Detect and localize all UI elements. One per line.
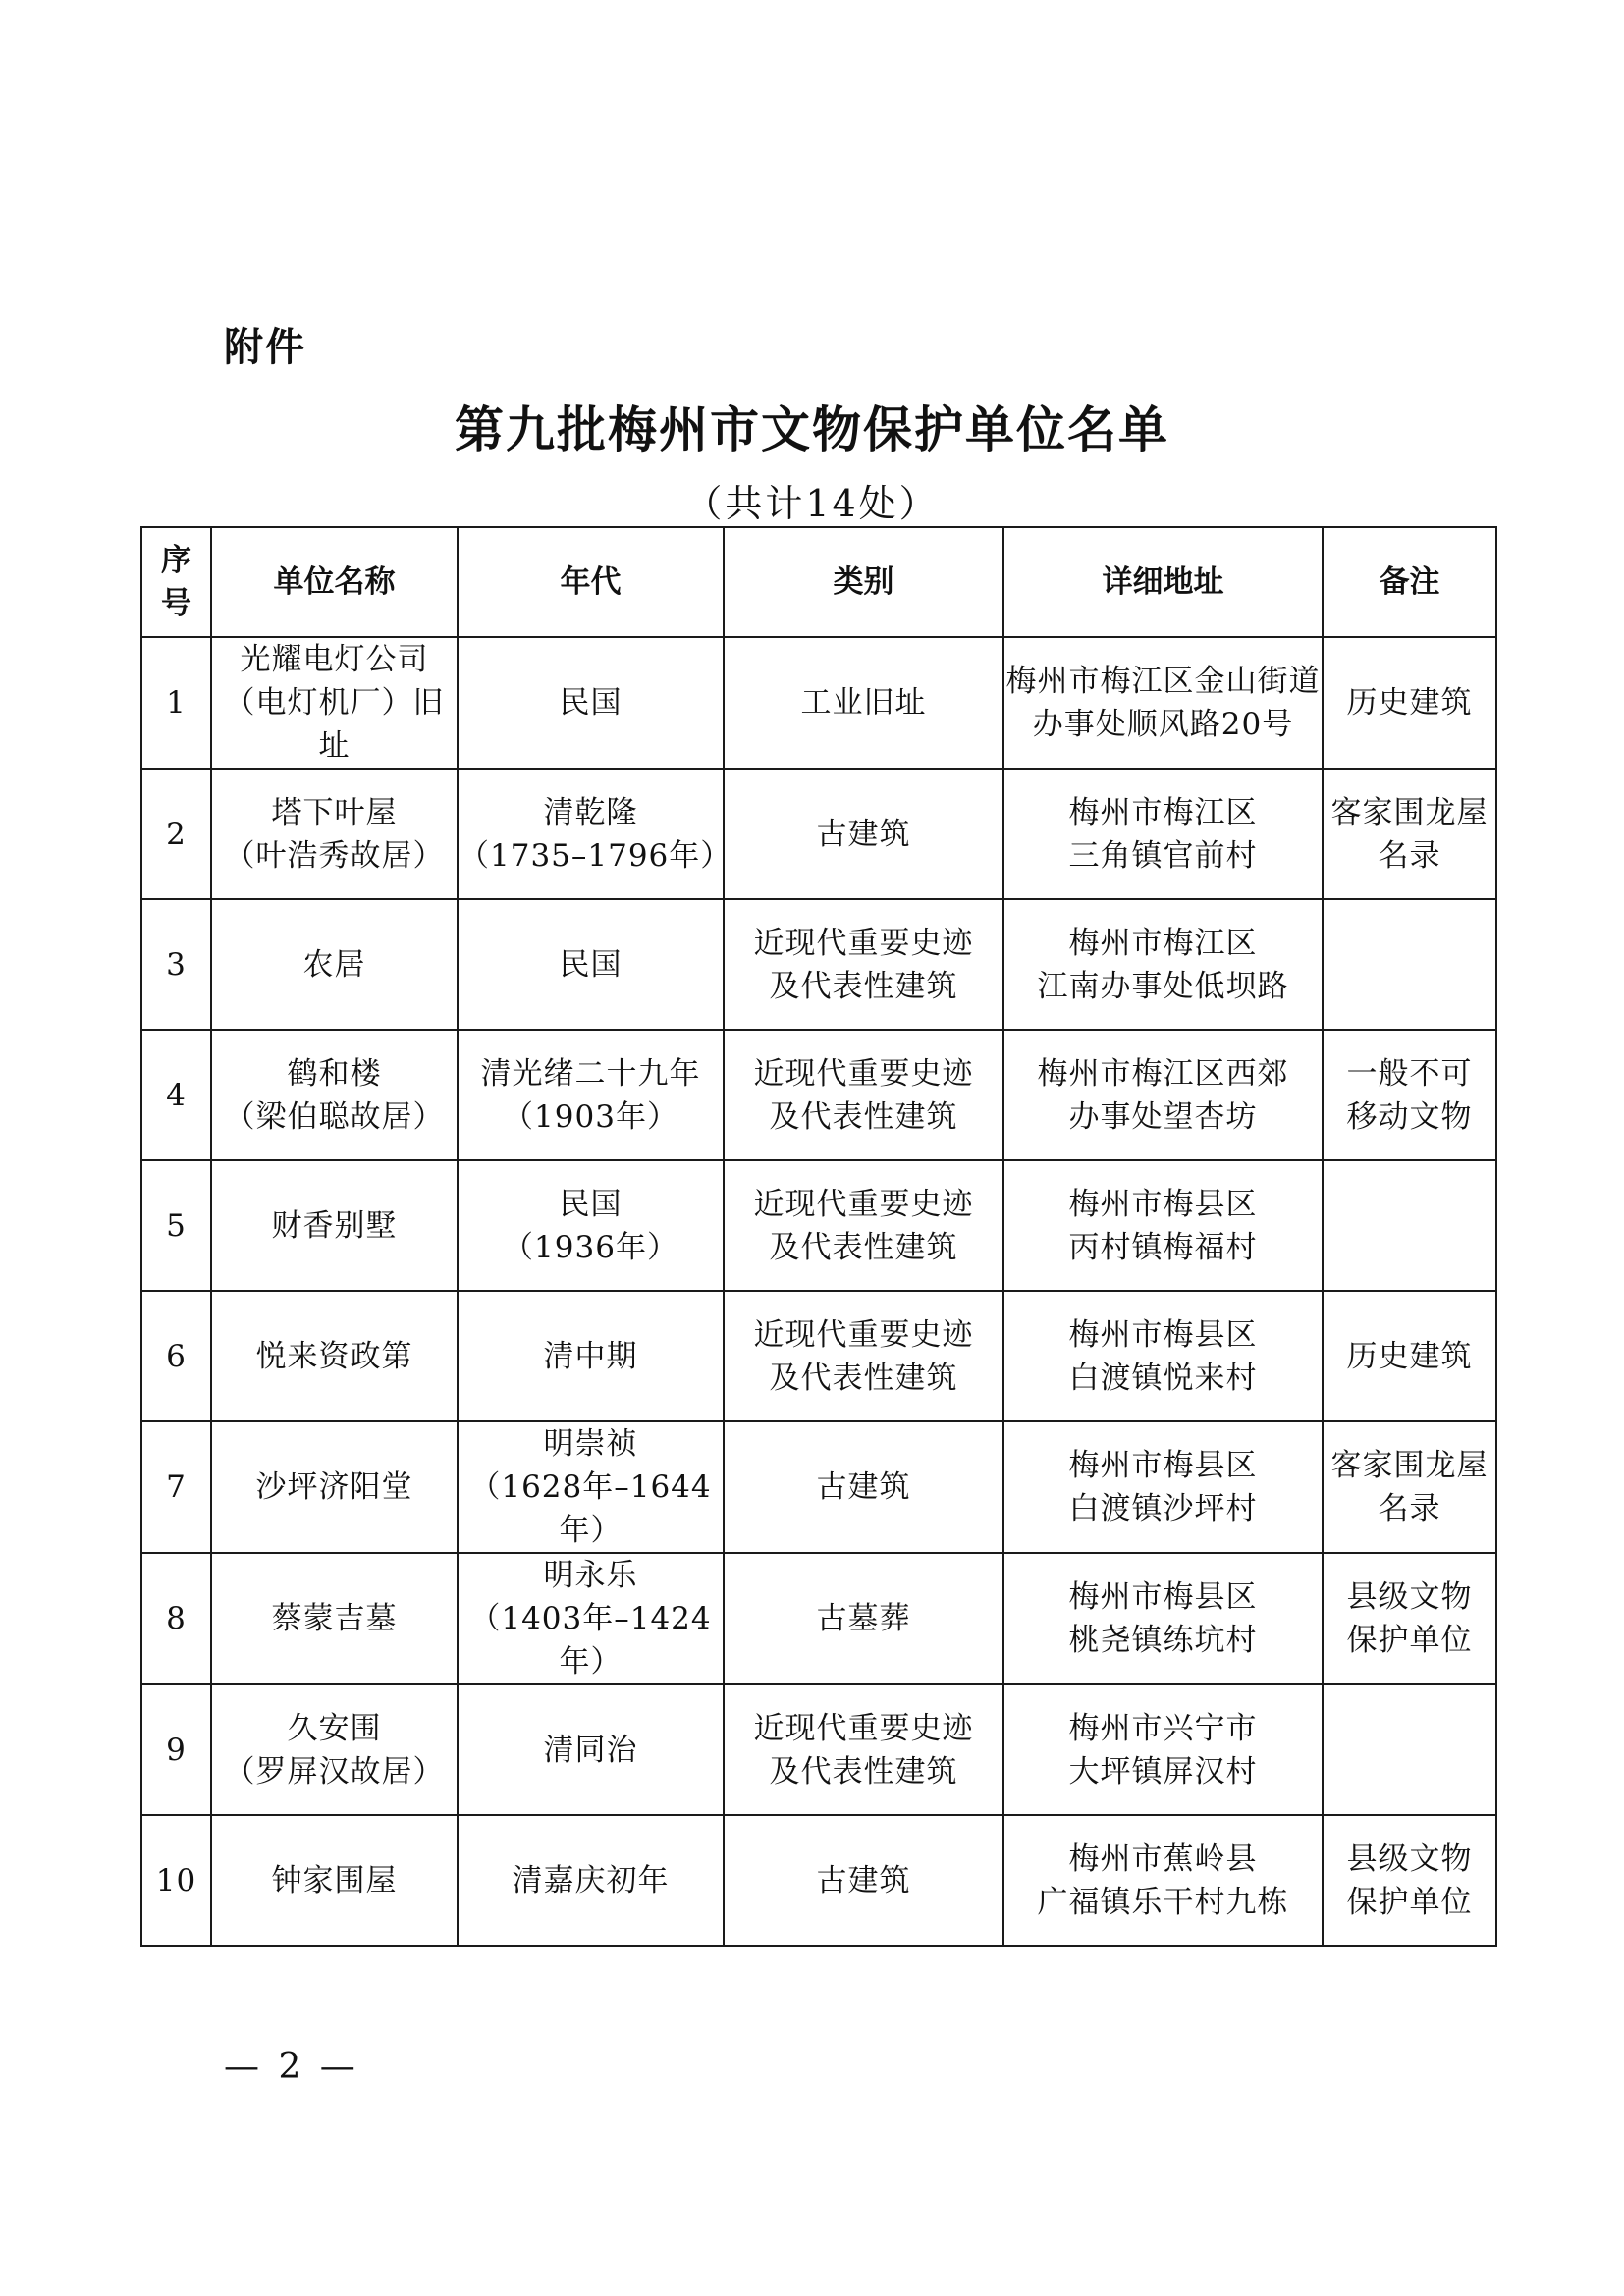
cell-unit-name-line: 财香别墅 <box>271 1207 398 1244</box>
cell-note <box>1323 1030 1496 1160</box>
cell-seq-no <box>141 637 211 769</box>
cell-note-line: 历史建筑 <box>1346 685 1473 721</box>
cell-seq-no-line: 8 <box>166 1601 187 1636</box>
cell-unit-name <box>211 1160 458 1291</box>
cell-address-line: 白渡镇悦来村 <box>1068 1360 1258 1396</box>
cell-note <box>1323 1291 1496 1421</box>
cell-seq-no-line: 6 <box>166 1338 187 1374</box>
cell-category-line: 及代表性建筑 <box>769 1229 958 1265</box>
cell-address-line: 江南办事处低坝路 <box>1037 968 1289 1004</box>
cell-era <box>458 1030 724 1160</box>
cell-unit-name-line: 沙坪济阳堂 <box>255 1469 413 1505</box>
cell-address-line: 白渡镇沙坪村 <box>1068 1491 1258 1526</box>
cell-seq-no-line: 5 <box>166 1207 187 1244</box>
cell-category-line: 工业旧址 <box>800 685 927 721</box>
cell-address-line: 梅州市梅县区 <box>1068 1316 1258 1353</box>
cell-era-line: （1403年–1424年） <box>469 1601 712 1680</box>
cell-seq-no <box>141 1684 211 1815</box>
cell-address <box>1003 1030 1323 1160</box>
cell-seq-no-line: 9 <box>166 1732 187 1768</box>
cell-address-line: 大坪镇屏汉村 <box>1068 1753 1258 1789</box>
cell-era-line: 民国 <box>559 946 623 983</box>
cell-era-line: 明永乐 <box>543 1558 638 1593</box>
heritage-units-table <box>140 526 1497 1947</box>
cell-address-line: 梅州市梅江区 <box>1068 925 1258 961</box>
cell-category-line: 古建筑 <box>816 1469 911 1505</box>
cell-category-line: 近现代重要史迹 <box>753 1055 974 1092</box>
table-row <box>141 1291 1496 1421</box>
cell-note-line: 移动文物 <box>1346 1098 1473 1135</box>
cell-unit-name-line: 鹤和楼 <box>287 1055 382 1092</box>
cell-unit-name <box>211 1815 458 1946</box>
cell-note-line: 县级文物 <box>1346 1841 1473 1877</box>
cell-category <box>724 899 1003 1030</box>
cell-unit-name <box>211 1684 458 1815</box>
cell-category <box>724 1815 1003 1946</box>
cell-seq-no-line: 1 <box>166 685 187 721</box>
cell-address-line: 梅州市蕉岭县 <box>1068 1841 1258 1877</box>
cell-unit-name-line: 蔡蒙吉墓 <box>271 1601 398 1636</box>
cell-seq-no-line: 4 <box>166 1077 187 1113</box>
cell-address <box>1003 1421 1323 1553</box>
cell-category <box>724 1553 1003 1684</box>
cell-unit-name <box>211 1030 458 1160</box>
cell-seq-no <box>141 1421 211 1553</box>
cell-unit-name-line: 久安围 <box>287 1710 382 1746</box>
cell-era-line: 民国 <box>559 1186 623 1222</box>
table-row <box>141 637 1496 769</box>
cell-address-line: 梅州市梅县区 <box>1068 1186 1258 1222</box>
cell-unit-name <box>211 1291 458 1421</box>
table-row <box>141 899 1496 1030</box>
cell-era <box>458 1291 724 1421</box>
cell-category-line: 古建筑 <box>816 816 911 852</box>
cell-note <box>1323 637 1496 769</box>
cell-address-line: 办事处望杏坊 <box>1068 1098 1258 1135</box>
cell-category-line: 近现代重要史迹 <box>753 925 974 961</box>
cell-unit-name <box>211 1421 458 1553</box>
cell-note <box>1323 1553 1496 1684</box>
cell-seq-no <box>141 899 211 1030</box>
cell-category-line: 古墓葬 <box>816 1601 911 1636</box>
cell-address-line: 广福镇乐干村九栋 <box>1037 1884 1289 1920</box>
cell-seq-no <box>141 1815 211 1946</box>
cell-era-line: （1936年） <box>503 1229 678 1265</box>
cell-unit-name <box>211 1553 458 1684</box>
cell-note-line: 名录 <box>1378 1491 1441 1526</box>
cell-address-line: 三角镇官前村 <box>1068 837 1258 874</box>
cell-unit-name-line: 塔下叶屋 <box>271 794 398 830</box>
cell-era-line: （1628年–1644年） <box>469 1469 712 1548</box>
document-title: 第九批梅州市文物保护单位名单 <box>455 400 1169 458</box>
cell-unit-name <box>211 637 458 769</box>
cell-note-line: 一般不可 <box>1346 1055 1473 1092</box>
cell-category-line: 及代表性建筑 <box>769 968 958 1004</box>
cell-unit-name-line: （电灯机厂）旧址 <box>224 685 445 764</box>
cell-seq-no <box>141 1291 211 1421</box>
table-row <box>141 1815 1496 1946</box>
table-header-row <box>141 527 1496 637</box>
cell-era <box>458 769 732 899</box>
cell-seq-no <box>141 1553 211 1684</box>
table-body <box>141 637 1496 1946</box>
cell-seq-no-line: 2 <box>166 816 187 852</box>
cell-address <box>1003 1553 1323 1684</box>
cell-era-line: 清嘉庆初年 <box>512 1862 670 1898</box>
cell-era <box>458 1553 724 1684</box>
cell-era-line: 明崇祯 <box>543 1426 638 1462</box>
cell-note-line: 保护单位 <box>1346 1623 1473 1658</box>
cell-category-line: 及代表性建筑 <box>769 1360 958 1396</box>
header-category: 类别 <box>724 527 1003 637</box>
cell-note <box>1323 899 1496 1030</box>
cell-category <box>724 1684 1003 1815</box>
table-row <box>141 1553 1496 1684</box>
cell-seq-no-line: 3 <box>166 946 187 983</box>
header-seq-no: 序 号 <box>141 527 211 637</box>
cell-unit-name-line: 悦来资政第 <box>255 1338 413 1374</box>
cell-unit-name <box>211 899 458 1030</box>
cell-era <box>458 1160 724 1291</box>
cell-seq-no-line: 7 <box>166 1469 187 1505</box>
cell-address <box>1003 899 1323 1030</box>
page-number: — 2 — <box>224 2047 359 2087</box>
cell-category <box>724 1160 1003 1291</box>
cell-seq-no <box>141 1030 211 1160</box>
cell-unit-name-line: 钟家围屋 <box>271 1862 398 1898</box>
header-address: 详细地址 <box>1003 527 1323 637</box>
cell-address-line: 梅州市梅县区 <box>1068 1448 1258 1483</box>
cell-unit-name-line: （梁伯聪故居） <box>224 1098 445 1135</box>
cell-category <box>724 637 1003 769</box>
cell-era-line: （1735–1796年） <box>459 837 732 874</box>
cell-address-line: 丙村镇梅福村 <box>1068 1229 1258 1265</box>
table-row <box>141 1030 1496 1160</box>
cell-category-line: 古建筑 <box>816 1862 911 1898</box>
cell-address-line: 梅州市梅江区金山街道 <box>1005 664 1321 699</box>
header-era: 年代 <box>458 527 724 637</box>
cell-unit-name-line: （罗屏汉故居） <box>224 1753 445 1789</box>
header-note: 备注 <box>1323 527 1496 637</box>
cell-seq-no <box>141 1160 211 1291</box>
cell-era <box>458 637 724 769</box>
cell-category <box>724 769 1003 899</box>
cell-era-line: 清同治 <box>543 1732 638 1768</box>
cell-seq-no-line: 10 <box>155 1862 197 1898</box>
cell-note-line: 县级文物 <box>1346 1579 1473 1615</box>
cell-category <box>724 1421 1003 1553</box>
cell-unit-name-line: 农居 <box>302 946 366 983</box>
cell-era <box>458 899 724 1030</box>
cell-era-line: 民国 <box>559 685 623 721</box>
cell-address-line: 桃尧镇练坑村 <box>1068 1623 1258 1658</box>
cell-address <box>1003 1684 1323 1815</box>
document-subtitle: （共计14处） <box>684 482 940 525</box>
cell-category-line: 近现代重要史迹 <box>753 1710 974 1746</box>
table-row <box>141 769 1496 899</box>
cell-era-line: 清光绪二十九年 <box>480 1055 701 1092</box>
cell-note <box>1323 1421 1496 1553</box>
cell-era-line: 清乾隆 <box>543 794 638 830</box>
cell-note-line: 历史建筑 <box>1346 1338 1473 1374</box>
cell-address-line: 梅州市梅江区西郊 <box>1037 1055 1289 1092</box>
cell-unit-name-line: （叶浩秀故居） <box>224 837 445 874</box>
cell-era-line: （1903年） <box>503 1098 678 1135</box>
cell-unit-name <box>211 769 458 899</box>
cell-address <box>1003 1160 1323 1291</box>
cell-category-line: 及代表性建筑 <box>769 1753 958 1789</box>
cell-era <box>458 1815 724 1946</box>
header-unit-name: 单位名称 <box>211 527 458 637</box>
cell-address <box>1003 1291 1323 1421</box>
cell-era-line: 清中期 <box>543 1338 638 1374</box>
cell-category-line: 近现代重要史迹 <box>753 1316 974 1353</box>
cell-category-line: 近现代重要史迹 <box>753 1186 974 1222</box>
attachment-label: 附件 <box>224 325 306 370</box>
cell-note <box>1323 1160 1496 1291</box>
cell-note <box>1323 769 1496 899</box>
cell-address <box>1003 769 1323 899</box>
cell-seq-no <box>141 769 211 899</box>
cell-address-line: 梅州市梅县区 <box>1068 1579 1258 1615</box>
cell-note-line: 名录 <box>1378 837 1441 874</box>
cell-note <box>1323 1815 1496 1946</box>
cell-unit-name-line: 光耀电灯公司 <box>240 642 429 677</box>
cell-note-line: 保护单位 <box>1346 1884 1473 1920</box>
cell-address-line: 梅州市兴宁市 <box>1068 1710 1258 1746</box>
cell-note-line: 客家围龙屋 <box>1330 1448 1489 1483</box>
cell-address <box>1003 1815 1323 1946</box>
cell-category-line: 及代表性建筑 <box>769 1098 958 1135</box>
cell-category <box>724 1291 1003 1421</box>
table-row <box>141 1421 1496 1553</box>
cell-address-line: 办事处顺风路20号 <box>1032 707 1294 742</box>
cell-note <box>1323 1684 1496 1815</box>
cell-era <box>458 1421 724 1553</box>
table-row <box>141 1684 1496 1815</box>
cell-address <box>1003 637 1323 769</box>
cell-address-line: 梅州市梅江区 <box>1068 794 1258 830</box>
cell-note-line: 客家围龙屋 <box>1330 794 1489 830</box>
cell-era <box>458 1684 724 1815</box>
cell-category <box>724 1030 1003 1160</box>
table-row <box>141 1160 1496 1291</box>
